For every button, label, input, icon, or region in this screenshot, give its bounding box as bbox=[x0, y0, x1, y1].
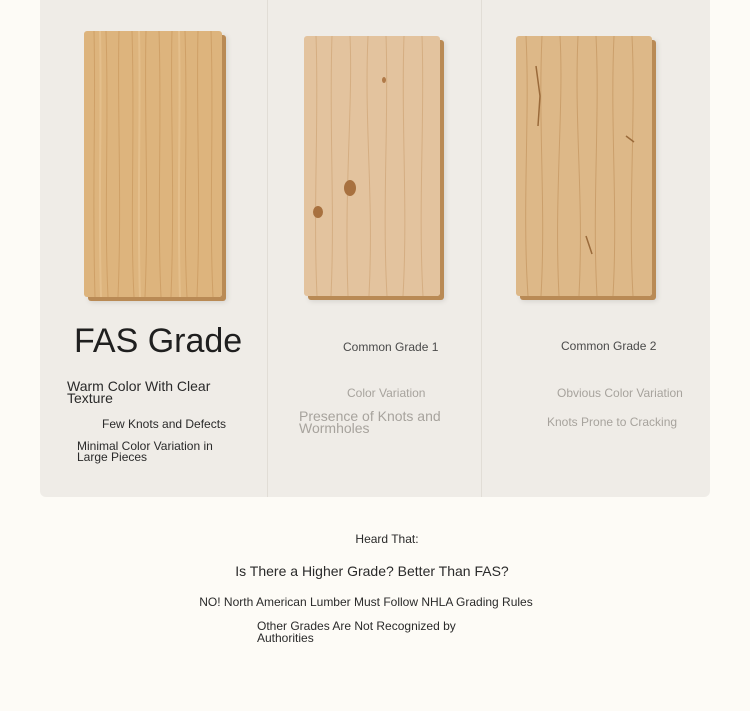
heard-that-label: Heard That: bbox=[355, 532, 419, 546]
fas-feature-color-texture: Warm Color With Clear Texture bbox=[67, 378, 211, 406]
common-grade-1-wood-sample-image bbox=[304, 36, 440, 296]
common-grade-2-title: Common Grade 2 bbox=[561, 339, 657, 353]
common-grade-1-feature-knots: Presence of Knots and Wormholes bbox=[299, 408, 441, 436]
nhla-rules-answer: NO! North American Lumber Must Follow NHLA Grading Rules bbox=[199, 595, 533, 609]
higher-grade-question: Is There a Higher Grade? Better Than FAS? bbox=[235, 563, 509, 579]
column-divider bbox=[267, 0, 268, 497]
fas-feature-knots: Few Knots and Defects bbox=[102, 417, 227, 431]
common-grade-1-feature-color: Color Variation bbox=[347, 386, 426, 400]
common-grade-2-wood-sample-image bbox=[516, 36, 652, 296]
common-grade-2-feature-cracking: Knots Prone to Cracking bbox=[547, 415, 678, 429]
not-recognized-note: Other Grades Are Not Recognized by Authorities bbox=[257, 619, 456, 645]
common-grade-1-title: Common Grade 1 bbox=[343, 340, 439, 354]
fas-feature-color-variation: Minimal Color Variation in Large Pieces bbox=[77, 439, 213, 464]
common-grade-2-feature-color: Obvious Color Variation bbox=[557, 386, 683, 400]
fas-wood-sample-image bbox=[84, 31, 222, 297]
fas-grade-title: FAS Grade bbox=[74, 322, 243, 360]
column-divider bbox=[481, 0, 482, 497]
